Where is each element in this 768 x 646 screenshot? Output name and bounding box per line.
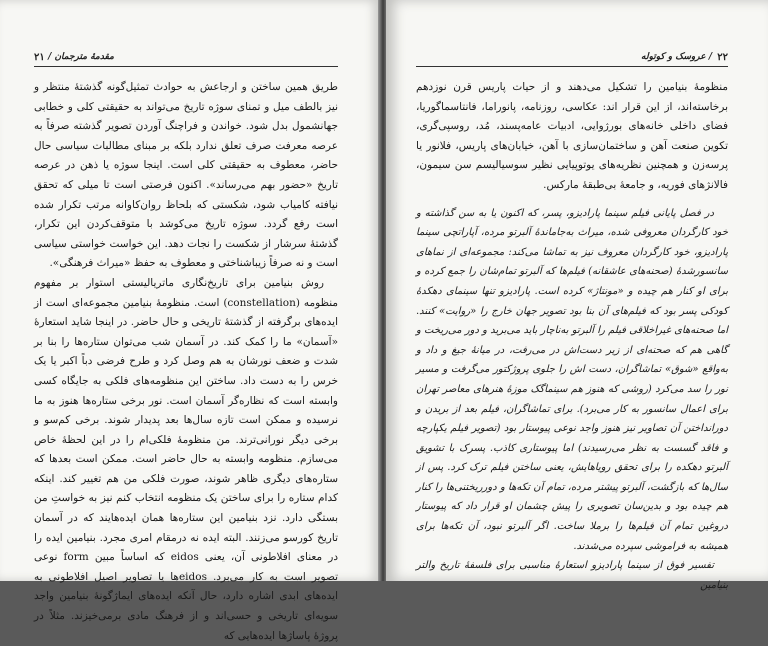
right-paragraph-3: تفسیر فوق از سینما پارادیزو استعارهٔ مناسبی برای فلسفهٔ تاریخ والتر بنیامین xyxy=(416,560,728,591)
left-header-title: مقدمهٔ مترجمان xyxy=(54,52,114,62)
right-header-separator: / xyxy=(708,52,712,62)
left-paragraph-2: روش بنیامین برای تاریخ‌نگاری ماتریالیستی استوار بر مفهوم منظومه (constellation) است. منظومهٔ بنیامین مجموعه‌ای است از ایده‌های برگرفته از گذشتهٔ تاریخی و حال حاضر. در اینجا شاید استعارهٔ «آسمان» ما را کمک کند. در آسمان شب می‌توان ستاره‌ها را بنا بر شدت و ضعف نورشان به هم وصل کرد و طرح فرضی دباً اکبر یا یک خرس را به دست داد. ساختن این منظومه‌های فلکی به جایگاه کسی وابسته است که نظاره‌گر آسمان است. نور برخی ستاره‌ها هنوز به ما نرسیده و ممکن است تازه سال‌ها بعد پدیدار شوند. برخی کم‌سو و برخی دیگر نورانی‌ترند. من منظومهٔ فلکی‌ام را در این لحظهٔ خاص می‌سازم. منظومه وابسته به حال حاضر است. ممکن است بعدها که ستاره‌های دیگری ظاهر شوند، صورت فلکی من هم تغییر کند. اینکه کدام ستاره را برای ساختن یک منظومه انتخاب کنم نیز به خواستِ من بستگی دارد. نزد بنیامین این ستاره‌ها همان ایده‌هایند که در آسمان تاریخ کورسو می‌زنند. البته ایده نه درمقام امری مجرد. بنیامین ایده را در معنای افلاطونی آن، یعنی eidos که اساساً مبین form نوعی تصویر است به کار می‌برد. eidos‌ها یا تصاویر اصیل افلاطونی به ایده‌های ابدی اشاره دارد، حال آنکه ایده‌های ایماژگونهٔ بنیامین واجد سویه‌ای تاریخی و حسی‌اند و از فرهنگ مادی برمی‌خیزند. مثلاً در پروژهٔ پاساژها ایده‌هایی که xyxy=(34,276,338,642)
left-page-body xyxy=(34,78,338,646)
right-paragraph-2: در فصل پایانی فیلم سینما پارادیزو، پسر، که اکنون یا به سن گذاشته و خود کارگردان معروفی شده، میراث‌ به‌جاماندهٔ آلبرتو مرده، آپاراتچی سینما پارادیزو، خود کارگردان معروف نیز به تماشا می‌کند: مجموعه‌ای از نماهای سانسورشدهٔ (صحنه‌های عاشقانه) فیلم‌ها که آلبرتو تمام‌شان را جمع کرده و برای او کنار هم چیده و «مونتاژ» کرده است. پارادیزو تنها سینمای دهکدهٔ کودکی پسر بود که فیلم‌های آن بنا بود تصویر جهان خارج را «روایت» کنند. اما صحنه‌های غیراخلاقی فیلم را آلبرتو به‌ناچار باید می‌برید و دور می‌ریخت و گاهی هم که صحنه‌ای از زیر دست‌اش در می‌رفت، در میانهٔ جیغ و داد و به‌واقع «شوق» تماشاگران، دست اش را جلوی پروژکتور می‌گرفت و مسیر نور را سد می‌کرد (روشی که هنوز هم سینماگک موزهٔ هنرهای معاصر تهران برای اعمال سانسور به کار می‌برد). برای تماشاگران، فیلم بعد از بریدن و دورانداختن آن تصاویر نیز هنوز واجد نوعی پیوستار بود (تصویر فیلم یکپارچه و فاقد گسست به نظر می‌رسیدند) اما پیوستاری کاذب. پسرک با تشویق آلبرتو دهکده را برای تحقق رویاهایش، یعنی ساختن فیلم ترک کرد. پس از سال‌ها که بازگشت، آلبرتو پیشتر مرده، تمام آن تکه‌ها و دورریختنی‌ها را کنار هم چیده بود و بدین‌سان تصویری را پیش چشمان او قرار داد که پیوستار دروغین تمام آن فیلم‌ها را برملا ساخت. اگر آلبرتو نبود، آن تکه‌ها برای همیشه به فراموشی سپرده می‌شدند. xyxy=(416,207,728,552)
left-header-separator: / xyxy=(48,52,52,62)
left-page-running-title xyxy=(48,52,114,62)
right-header-rule xyxy=(416,66,728,67)
right-header-title: عروسک و کوتوله xyxy=(641,52,706,62)
right-page-number: ۲۲ xyxy=(717,52,728,63)
right-page-running-title xyxy=(641,52,712,62)
right-page xyxy=(386,0,768,591)
left-page xyxy=(0,0,380,642)
right-page-body xyxy=(416,78,728,595)
left-page-number: ۲۱ xyxy=(34,52,45,63)
left-paragraph-1: طریق همین ساختن و ارجاعش به حوادث تمثیل‌گونه گذشتهٔ منتظر و نیز بالطف میل و تمنای سوژه تاریخ می‌تواند به حقیقتی کلی و خطابی جهانشمول بدل شود. خواندن و فراچنگ آوردن تصویر گذشته صرفاً به عرصه معرفت صرف تعلق ندارد بلکه بر مبنای مطالبات سیاسی حال حاضر، معطوف به حقیقتی کلی است. اینجا سوژه یا ذهن در عرصه تاریخ «حضور بهم می‌رساند». اکنون فرصتی است تا میلی که تحقق نیافته کامیاب شود، شکستی که بلحاظ روان‌کاوانه مرتب تکرار شده است رفع گردد. سوژه تاریخ می‌کوشد با متوقف‌کردن این تکرار، گذشتهٔ سرشار از شکست را نجات دهد. این خواست خواستی سیاسی است و نه صرفاً زیباشناختی و معطوف به حفظ «میراث فرهنگی». xyxy=(34,81,338,270)
left-header-rule xyxy=(34,66,338,67)
right-paragraph-1: منظومهٔ بنیامین را تشکیل می‌دهند و از حیات پاریس قرن نوزدهم برخاسته‌اند، از این قرار اند: عکاسی، روزنامه، پانوراما، فانتاسماگوریا، فضای داخلی خانه‌های بورژوایی، ادبیات عامه‌پسند، مُد، روسپی‌گری، تکوین صنعت آهن و ساختمان‌سازی با آهن، خیابان‌های پاریس، فلانور یا پرسه‌زن و همچنین نظریه‌های یوتوپیایی نظیر سوسیالیسم سن سیمون، فالانژهای فوریه، و جامعهٔ بی‌طبقهٔ مارکس. xyxy=(416,81,728,191)
